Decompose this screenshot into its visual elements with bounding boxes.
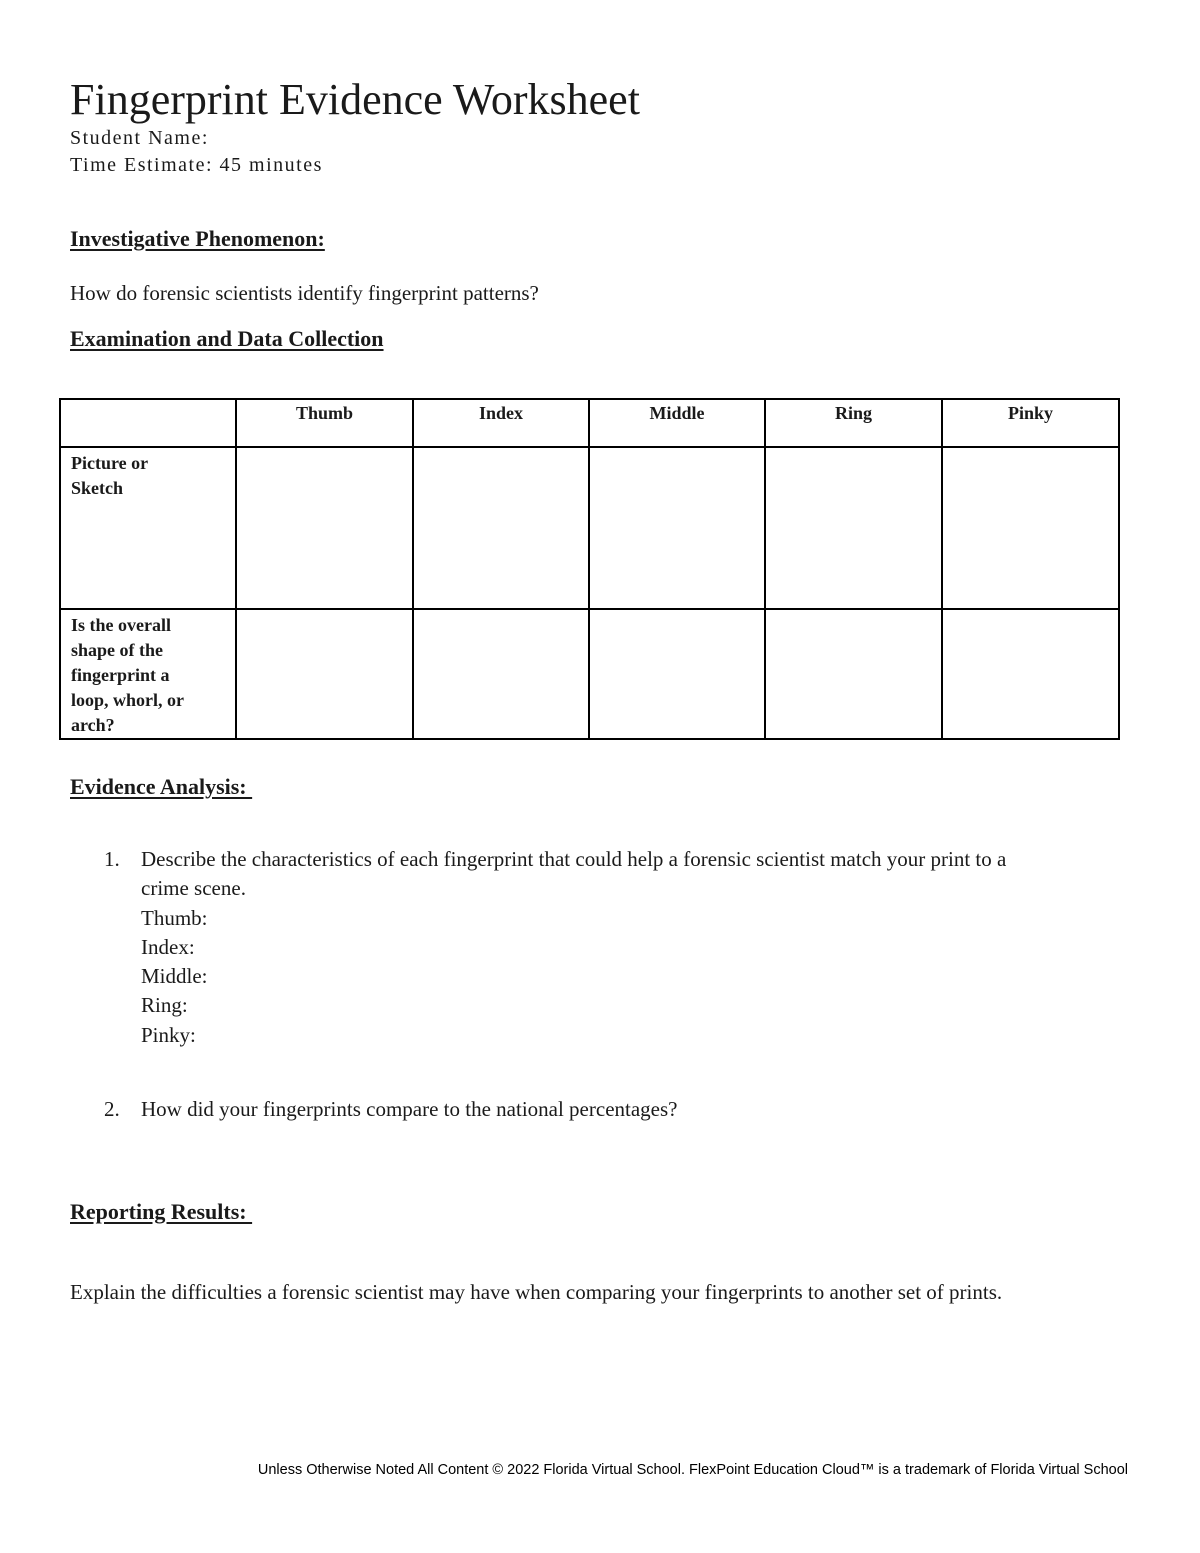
copyright-footer: Unless Otherwise Noted All Content © 2022 Florida Virtual School. FlexPoint Education Cloud™ is a trademark of Florida Virtual School [257, 1462, 1128, 1478]
reporting-prompt: Explain the difficulties a forensic scientist may have when comparing your fingerprints to another set of prints. [70, 1280, 1003, 1304]
examination-heading: Examination and Data Collection [70, 326, 384, 351]
header-cell-thumb: Thumb [236, 399, 413, 447]
page-title: Fingerprint Evidence Worksheet [70, 75, 640, 124]
header-cell-ring: Ring [765, 399, 942, 447]
evidence-heading: Evidence Analysis: [70, 774, 253, 799]
cell-shape-ring[interactable] [765, 609, 942, 739]
row-label-shape: Is the overall shape of the fingerprint a loop, whorl, or arch? [60, 609, 236, 739]
cell-picture-ring[interactable] [765, 447, 942, 609]
data-collection-table [59, 398, 1120, 740]
cell-shape-middle[interactable] [589, 609, 765, 739]
cell-picture-thumb[interactable] [236, 447, 413, 609]
cell-shape-pinky[interactable] [942, 609, 1119, 739]
answer-label-pinky: Pinky: [141, 1023, 196, 1047]
table-row-picture [60, 447, 1119, 609]
answer-label-index: Index: [141, 935, 195, 959]
answer-label-thumb: Thumb: [141, 906, 208, 930]
cell-picture-middle[interactable] [589, 447, 765, 609]
question-2-text: How did your fingerprints compare to the national percentages? [141, 1097, 678, 1121]
header-cell-middle: Middle [589, 399, 765, 447]
table-row-shape [60, 609, 1119, 739]
header-cell-pinky: Pinky [942, 399, 1119, 447]
cell-picture-pinky[interactable] [942, 447, 1119, 609]
question-1-number: 1. [104, 847, 120, 871]
question-1-text-line2: crime scene. [141, 876, 246, 900]
table-header-row [60, 399, 1119, 447]
cell-picture-index[interactable] [413, 447, 589, 609]
header-cell-empty [60, 399, 236, 447]
answer-label-ring: Ring: [141, 993, 188, 1017]
question-2-number: 2. [104, 1097, 120, 1121]
investigative-question: How do forensic scientists identify fingerprint patterns? [70, 281, 539, 305]
student-name-label: Student Name: [70, 127, 209, 149]
header-cell-index: Index [413, 399, 589, 447]
investigative-heading: Investigative Phenomenon: [70, 226, 325, 251]
row-label-picture: Picture or Sketch [60, 447, 236, 609]
cell-shape-thumb[interactable] [236, 609, 413, 739]
question-1-text-line1: Describe the characteristics of each fingerprint that could help a forensic scientist match your print to a [141, 847, 1007, 871]
reporting-heading: Reporting Results: [70, 1199, 253, 1224]
time-estimate: Time Estimate: 45 minutes [70, 154, 323, 176]
answer-label-middle: Middle: [141, 964, 208, 988]
cell-shape-index[interactable] [413, 609, 589, 739]
